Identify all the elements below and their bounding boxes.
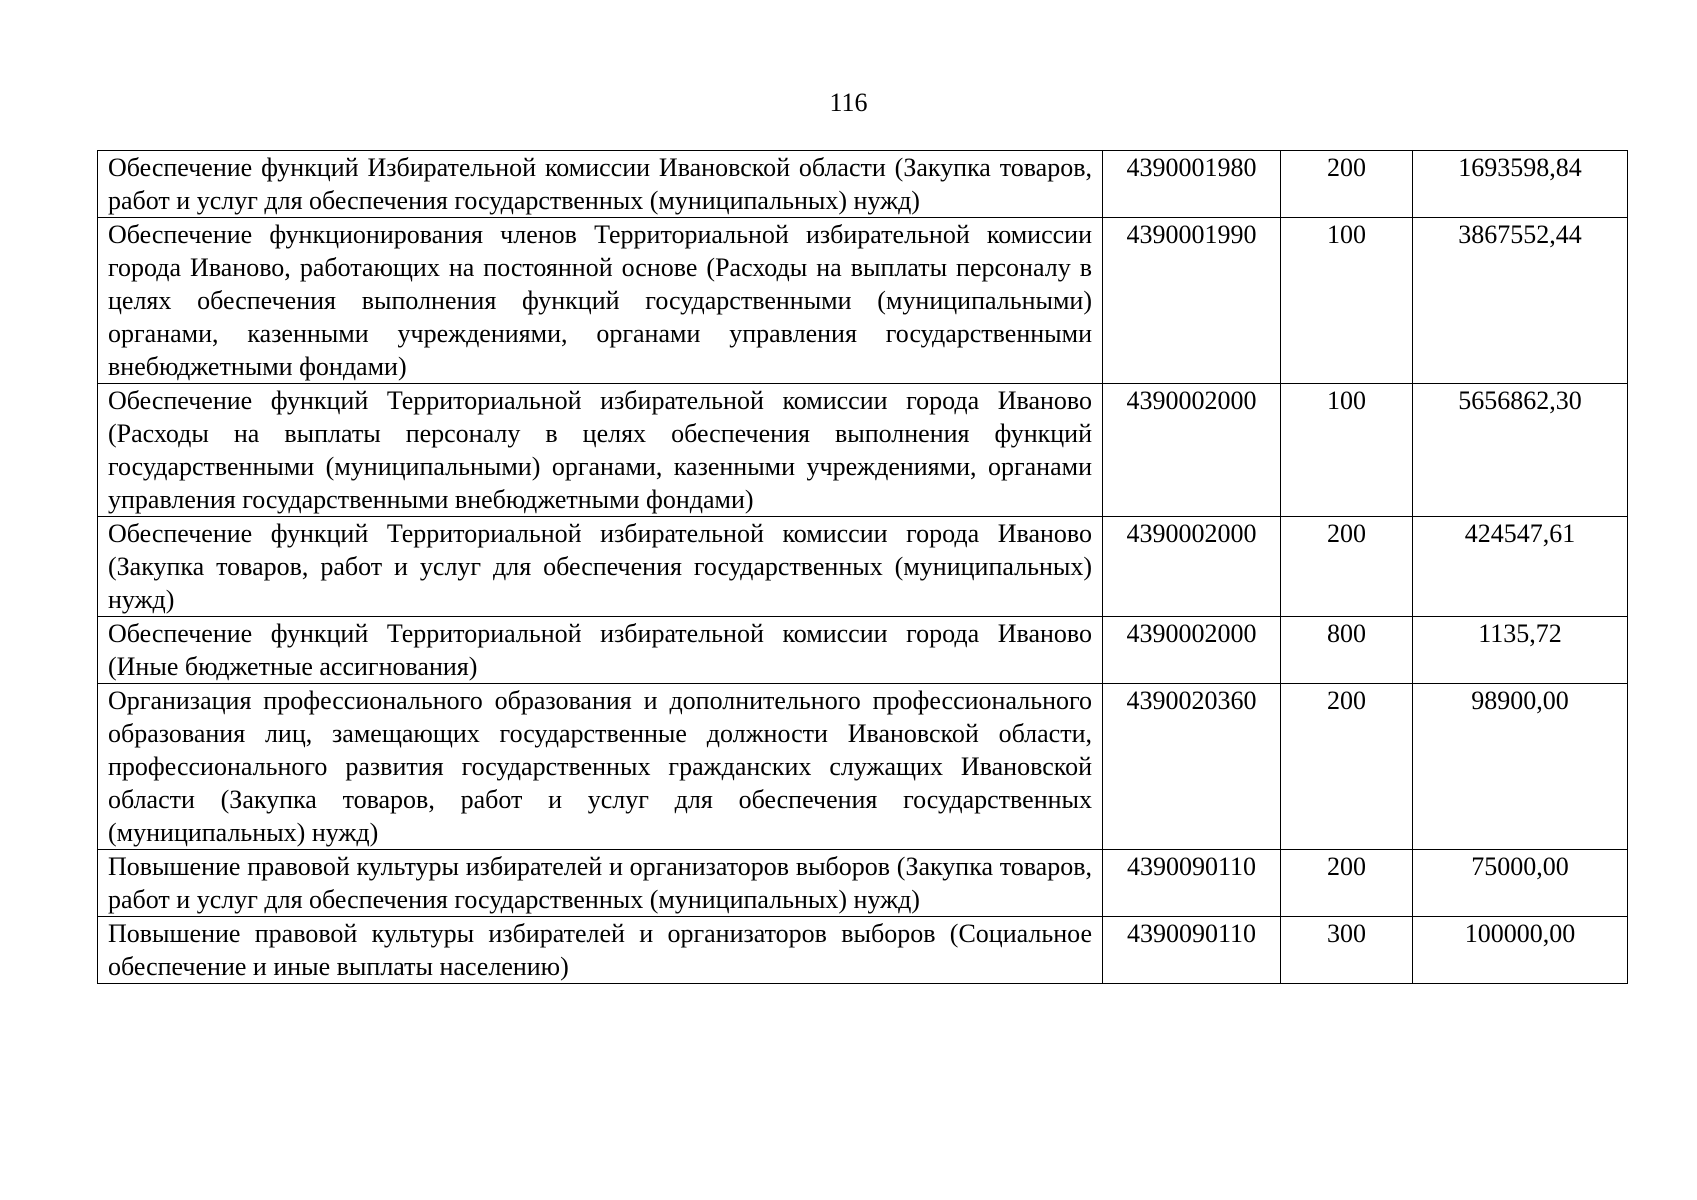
expense-name-cell: Повышение правовой культуры избирателей и организаторов выборов (Закупка товаров, работ и услуг для обеспечения государственных (муниципальных) нужд) bbox=[98, 850, 1103, 917]
table-row bbox=[98, 917, 1628, 984]
target-code-cell: 4390020360 bbox=[1103, 684, 1281, 850]
expense-kind-cell: 100 bbox=[1281, 218, 1413, 384]
expense-name-cell: Обеспечение функционирования членов Территориальной избирательной комиссии города Иваново, работающих на постоянной основе (Расходы на выплаты персоналу в целях обеспечения выполнения функций государственными (муниципальными) органами, казенными учреждениями, органами управления государственными внебюджетными фондами) bbox=[98, 218, 1103, 384]
amount-cell: 75000,00 bbox=[1413, 850, 1628, 917]
expense-kind-cell: 200 bbox=[1281, 151, 1413, 218]
amount-cell: 424547,61 bbox=[1413, 517, 1628, 617]
table-row bbox=[98, 384, 1628, 517]
expense-kind-cell: 300 bbox=[1281, 917, 1413, 984]
amount-cell: 100000,00 bbox=[1413, 917, 1628, 984]
target-code-cell: 4390002000 bbox=[1103, 384, 1281, 517]
table-row bbox=[98, 850, 1628, 917]
expense-kind-cell: 200 bbox=[1281, 850, 1413, 917]
page-number: 116 bbox=[829, 88, 868, 117]
table-row bbox=[98, 218, 1628, 384]
expense-kind-cell: 200 bbox=[1281, 684, 1413, 850]
expense-kind-cell: 200 bbox=[1281, 517, 1413, 617]
expense-name-cell: Обеспечение функций Территориальной избирательной комиссии города Иваново (Иные бюджетные ассигнования) bbox=[98, 617, 1103, 684]
expense-name-cell: Обеспечение функций Избирательной комиссии Ивановской области (Закупка товаров, работ и услуг для обеспечения государственных (муниципальных) нужд) bbox=[98, 151, 1103, 218]
target-code-cell: 4390090110 bbox=[1103, 850, 1281, 917]
budget-table bbox=[97, 150, 1628, 984]
expense-kind-cell: 800 bbox=[1281, 617, 1413, 684]
expense-name-cell: Обеспечение функций Территориальной избирательной комиссии города Иваново (Закупка товаров, работ и услуг для обеспечения государственных (муниципальных) нужд) bbox=[98, 517, 1103, 617]
target-code-cell: 4390001990 bbox=[1103, 218, 1281, 384]
table-row bbox=[98, 617, 1628, 684]
table-row bbox=[98, 151, 1628, 218]
amount-cell: 5656862,30 bbox=[1413, 384, 1628, 517]
target-code-cell: 4390002000 bbox=[1103, 517, 1281, 617]
target-code-cell: 4390090110 bbox=[1103, 917, 1281, 984]
expense-name-cell: Повышение правовой культуры избирателей и организаторов выборов (Социальное обеспечение и иные выплаты населению) bbox=[98, 917, 1103, 984]
expense-name-cell: Обеспечение функций Территориальной избирательной комиссии города Иваново (Расходы на выплаты персоналу в целях обеспечения выполнения функций государственными (муниципальными) органами, казенными учреждениями, органами управления государственными внебюджетными фондами) bbox=[98, 384, 1103, 517]
expense-name-cell: Организация профессионального образования и дополнительного профессионального образования лиц, замещающих государственные должности Ивановской области, профессионального развития государственных гражданских служащих Ивановской области (Закупка товаров, работ и услуг для обеспечения государственных (муниципальных) нужд) bbox=[98, 684, 1103, 850]
amount-cell: 1135,72 bbox=[1413, 617, 1628, 684]
target-code-cell: 4390001980 bbox=[1103, 151, 1281, 218]
target-code-cell: 4390002000 bbox=[1103, 617, 1281, 684]
amount-cell: 3867552,44 bbox=[1413, 218, 1628, 384]
table-row bbox=[98, 684, 1628, 850]
amount-cell: 1693598,84 bbox=[1413, 151, 1628, 218]
amount-cell: 98900,00 bbox=[1413, 684, 1628, 850]
table-row bbox=[98, 517, 1628, 617]
expense-kind-cell: 100 bbox=[1281, 384, 1413, 517]
